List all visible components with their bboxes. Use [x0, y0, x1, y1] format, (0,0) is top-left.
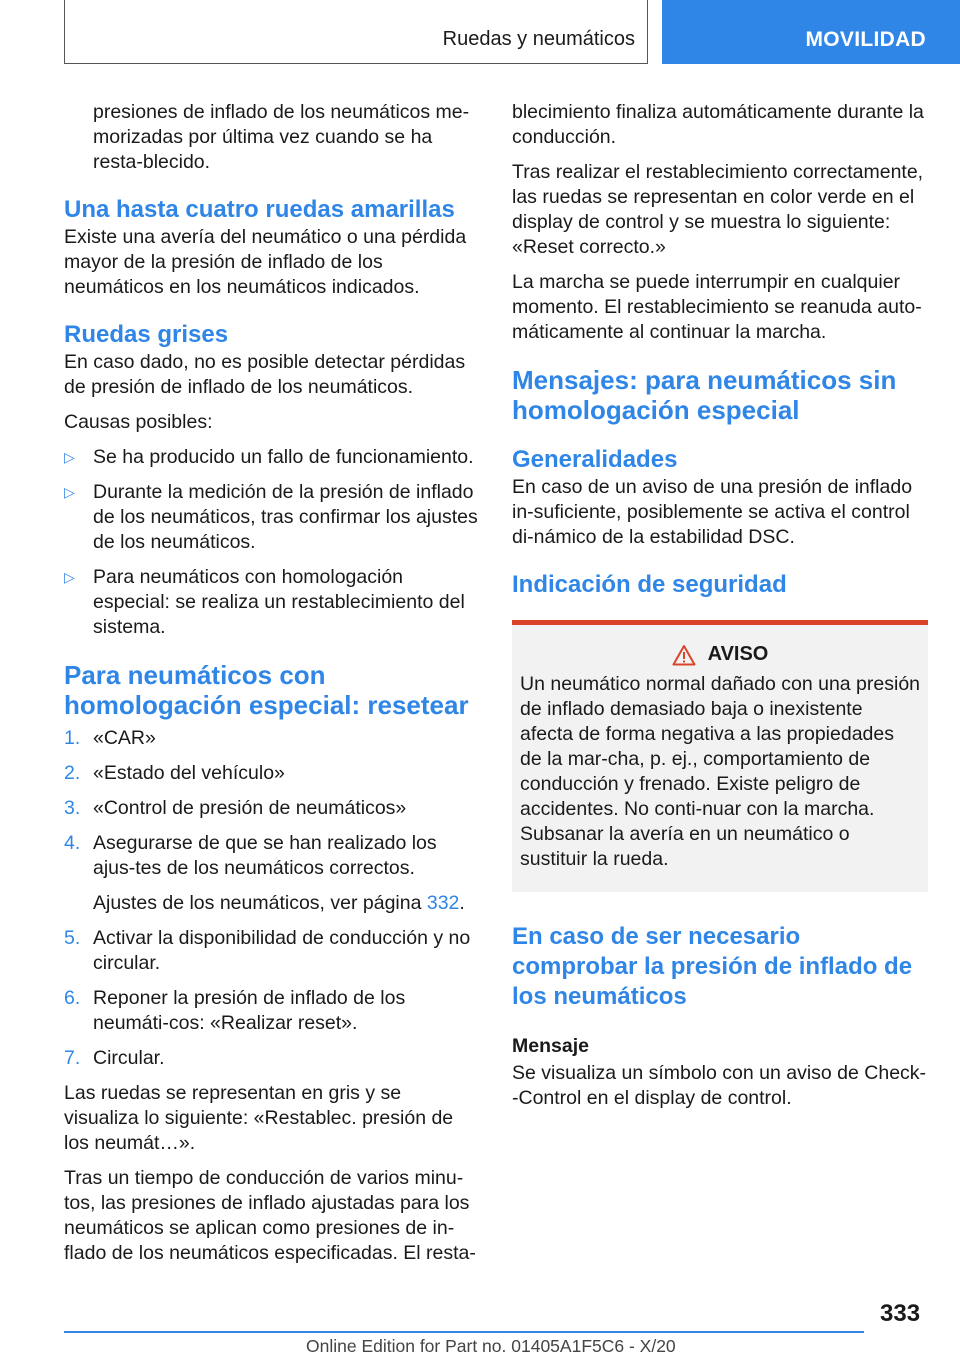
page-number: 333 [880, 1300, 921, 1327]
reset-continuation-3: La marcha se puede interrumpir en cualquier momento. El restablecimiento se reanuda auto-máticamente al continuar la marcha. [512, 271, 922, 343]
list-item: 3. «Control de presión de neumáticos» [64, 797, 407, 819]
header-chapter-title: MOVILIDAD [805, 28, 926, 51]
grey-wheels-text: En caso dado, no es posible detectar pérdidas de presión de inflado de los neumáticos. [64, 351, 466, 398]
triangle-right-icon: ▷ [64, 569, 75, 585]
step-4-reference: Ajustes de los neumáticos, ver página 332. [93, 892, 465, 914]
right-column [512, 100, 928, 1121]
warning-box [512, 620, 928, 892]
message-label: Mensaje [512, 1035, 589, 1057]
causes-label: Causas posibles: [64, 411, 213, 433]
heading-general: Generalidades [512, 446, 678, 473]
header-section-tab [64, 0, 648, 64]
page-link[interactable]: 332 [426, 892, 460, 914]
list-item: 2. «Estado del vehículo» [64, 762, 285, 784]
list-item: ▷ Durante la medición de la presión de inflado de los neumáticos, tras confirmar los ajustes de los neumáticos. [64, 481, 478, 553]
list-item: ▷ Para neumáticos con homologación especial: se realiza un restablecimiento del sistema. [64, 566, 465, 638]
general-text: En caso de un aviso de una presión de inflado in-suficiente, posiblemente se activa el control di-námico de la estabilidad DSC. [512, 476, 913, 548]
warning-triangle-icon [672, 644, 696, 666]
triangle-right-icon: ▷ [64, 484, 75, 500]
warning-header [520, 643, 920, 666]
heading-check-pressure: En caso de ser necesario comprobar la presión de inflado de los neumáticos [512, 923, 913, 1010]
header-chapter-tab [662, 0, 960, 64]
footer-edition: Online Edition for Part no. 01405A1F5C6 - X/20 [306, 1336, 676, 1356]
list-item: ▷ Se ha producido un fallo de funcionamiento. [64, 446, 474, 468]
after-reset-text-2: Tras un tiempo de conducción de varios minu-tos, las presiones de inflado ajustadas para los neumáticos se aplican como presiones de in-flado de los neumáticos especificadas. El resta- [64, 1167, 476, 1264]
heading-grey-wheels: Ruedas grises [64, 321, 229, 348]
list-item: 7. Circular. [64, 1047, 165, 1069]
list-item: 4. Asegurarse de que se han realizado los ajus-tes de los neumáticos correctos. Ajustes de los neumáticos, ver página 332. [64, 831, 480, 916]
list-item: 5. Activar la disponibilidad de conducción y no circular. [64, 927, 471, 974]
reset-continuation-1: blecimiento finaliza automáticamente durante la conducción. [512, 101, 924, 148]
list-item: 1. «CAR» [64, 727, 156, 749]
triangle-right-icon: ▷ [64, 449, 75, 465]
warning-title: AVISO [707, 643, 769, 665]
heading-safety: Indicación de seguridad [512, 571, 787, 598]
causes-list [64, 445, 480, 640]
heading-messages: Mensajes: para neumáticos sin homologación especial [512, 365, 897, 425]
reset-steps [64, 726, 480, 1071]
left-column [64, 100, 480, 1276]
heading-reset: Para neumáticos con homologación especial: resetear [64, 660, 469, 720]
footer-divider [64, 1331, 864, 1333]
warning-text: Un neumático normal dañado con una presión de inflado demasiado baja o inexistente afecta de forma negativa a las propiedades de la mar-cha, p. ej., comportamiento de conducción y frenado. Existe peligro de accidentes. No conti-nuar con la marcha. Subsanar la avería en un neumático o sustituir la rueda. [520, 673, 921, 870]
header-section-title: Ruedas y neumáticos [442, 28, 635, 50]
reset-continuation-2: Tras realizar el restablecimiento correctamente, las ruedas se representan en color verde en el display de control y se muestra lo siguiente: «Reset correcto.» [512, 161, 924, 258]
intro-continuation: presiones de inflado de los neumáticos me-morizadas por última vez cuando se ha resta-blecido. [93, 101, 470, 173]
yellow-wheels-text: Existe una avería del neumático o una pérdida mayor de la presión de inflado de los neumáticos en los neumáticos indicados. [64, 226, 467, 298]
message-text: Se visualiza un símbolo con un aviso de Check--Control en el display de control. [512, 1062, 927, 1109]
heading-yellow-wheels: Una hasta cuatro ruedas amarillas [64, 196, 455, 223]
after-reset-text-1: Las ruedas se representan en gris y se visualiza lo siguiente: «Restablec. presión de los neumát…». [64, 1082, 454, 1154]
list-item: 6. Reponer la presión de inflado de los neumáti-cos: «Realizar reset». [64, 987, 406, 1034]
